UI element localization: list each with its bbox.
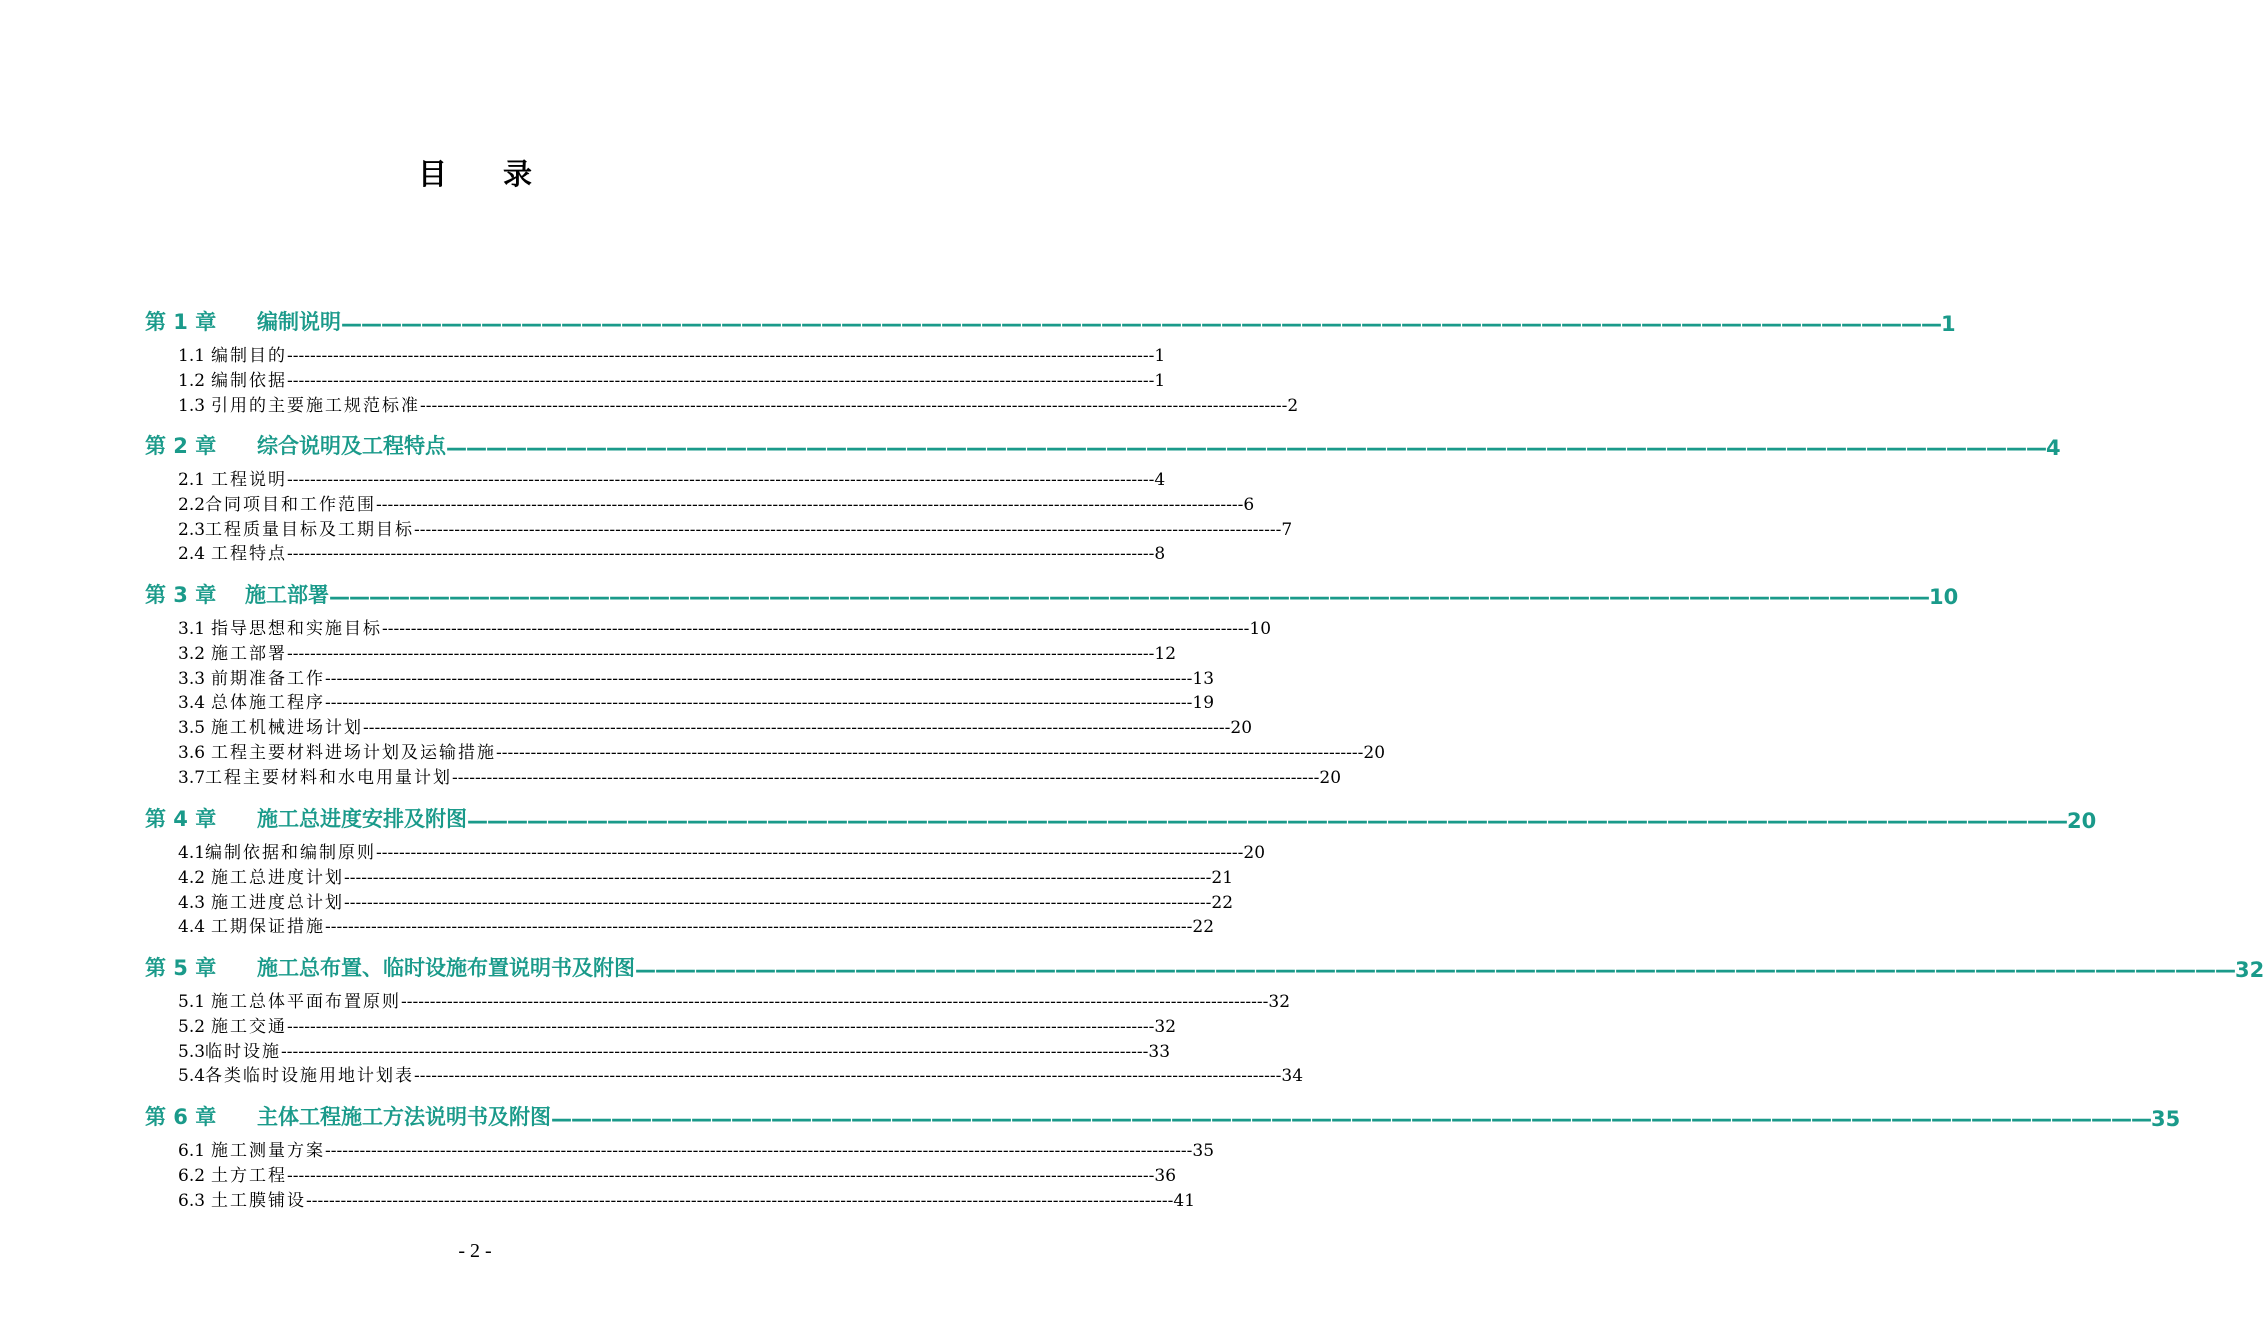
section-title: 各类临时设施用地计划表 [205,1066,415,1086]
toc-section-entry[interactable] [178,739,1386,763]
section-title: 土方工程 [211,1166,288,1186]
section-page-number: 34 [1281,1066,1304,1086]
section-page-number: 22 [1211,893,1234,913]
section-title: 施工交通 [211,1017,288,1037]
section-page-number: 35 [1192,1141,1215,1161]
section-page-number: 6 [1243,495,1255,515]
section-title: 合同项目和工作范围 [205,495,377,515]
dot-leader: ------------------------------------------------------------------------------------------------------------------------------------------------------- [287,644,1155,664]
toc-section-entry[interactable] [178,1013,1177,1037]
toc-section-entry[interactable] [178,1038,1171,1062]
dot-leader: ------------------------------------------------------------------------------------------------------------------------------------------------------- [325,1141,1193,1161]
section-title: 施工总体平面布置原则 [211,992,402,1012]
dot-leader: ------------------------------------------------------------------------------------------------------------------------------------------------------- [287,544,1155,564]
section-number: 4.1 [178,843,206,863]
section-number: 6.3 [178,1191,206,1211]
section-page-number: 36 [1154,1166,1177,1186]
dot-leader: ------------------------------------------------------------------------------------------------------------------------------------------------------- [325,693,1193,713]
section-title: 施工部署 [211,644,288,664]
toc-section-entry[interactable] [178,714,1253,738]
section-number: 2.2 [178,495,206,515]
section-title: 工程主要材料和水电用量计划 [205,768,453,788]
toc-section-entry[interactable] [178,367,1166,391]
dot-leader: ------------------------------------------------------------------------------------------------------------------------------------------------------- [287,1017,1155,1037]
dot-leader: ------------------------------------------------------------------------------------------------------------------------------------------------------- [306,1191,1174,1211]
dot-leader: ------------------------------------------------------------------------------------------------------------------------------------------------------- [414,1066,1282,1086]
section-title: 施工进度总计划 [211,893,345,913]
chapter-number: 第 3 章 [145,583,217,607]
chapter-title: 综合说明及工程特点 [257,434,446,458]
toc-section-entry[interactable] [178,1162,1177,1186]
section-title: 编制依据 [211,371,288,391]
dot-leader: ------------------------------------------------------------------------------------------------------------------------------------------------------- [287,1166,1155,1186]
chapter-page-number: 20 [2067,809,2097,833]
section-page-number: 1 [1154,346,1166,366]
section-page-number: 12 [1154,644,1177,664]
section-number: 5.3 [178,1042,206,1062]
dot-leader: ------------------------------------------------------------------------------------------------------------------------------------------------------- [452,768,1320,788]
dot-leader: ------------------------------------------------------------------------------------------------------------------------------------------------------- [325,669,1193,689]
section-page-number: 21 [1211,868,1234,888]
section-page-number: 13 [1192,669,1215,689]
section-number: 3.1 [178,619,206,639]
dot-leader: ———————————————————————————————————————————————————————————————————————————————— [467,809,2067,833]
section-page-number: 7 [1281,520,1293,540]
chapter-title: 施工总进度安排及附图 [257,807,467,831]
toc-chapter-entry[interactable] [145,304,1956,336]
toc-section-entry[interactable] [178,689,1215,713]
chapter-number: 第 2 章 [145,434,217,458]
toc-section-entry[interactable] [178,1187,1196,1211]
section-title: 指导思想和实施目标 [211,619,383,639]
section-page-number: 20 [1363,743,1386,763]
dot-leader: ------------------------------------------------------------------------------------------------------------------------------------------------------- [287,346,1155,366]
chapter-title: 主体工程施工方法说明书及附图 [257,1105,551,1129]
toc-chapter-entry[interactable] [145,428,2061,460]
section-page-number: 41 [1173,1191,1196,1211]
section-number: 5.1 [178,992,206,1012]
toc-section-entry[interactable] [178,864,1234,888]
section-title: 施工机械进场计划 [211,718,364,738]
chapter-title: 编制说明 [257,310,341,334]
section-number: 5.4 [178,1066,206,1086]
chapter-page-number: 10 [1929,585,1959,609]
section-title: 引用的主要施工规范标准 [211,396,421,416]
section-page-number: 2 [1287,396,1299,416]
section-page-number: 19 [1192,693,1215,713]
page-number: - 2 - [458,1240,492,1262]
section-title: 工程质量目标及工期目标 [205,520,415,540]
dot-leader: ------------------------------------------------------------------------------------------------------------------------------------------------------- [281,1042,1149,1062]
section-title: 施工总进度计划 [211,868,345,888]
page-title: 目录 [417,157,588,191]
section-number: 3.7 [178,768,206,788]
toc-chapter-entry[interactable] [145,950,2264,982]
section-title: 总体施工程序 [211,693,326,713]
section-number: 3.3 [178,669,206,689]
chapter-page-number: 4 [2046,436,2061,460]
section-number: 3.4 [178,693,206,713]
section-page-number: 22 [1192,917,1215,937]
section-title: 工程说明 [211,470,288,490]
toc-chapter-entry[interactable] [145,801,2097,833]
chapter-number: 第 5 章 [145,956,217,980]
dot-leader: ———————————————————————————————————————————————————————————————————————————————— [329,585,1929,609]
section-number: 4.4 [178,917,206,937]
section-page-number: 1 [1154,371,1166,391]
dot-leader: ------------------------------------------------------------------------------------------------------------------------------------------------------- [344,868,1212,888]
section-number: 4.2 [178,868,206,888]
section-title: 编制目的 [211,346,288,366]
dot-leader: ------------------------------------------------------------------------------------------------------------------------------------------------------- [363,718,1231,738]
section-number: 1.2 [178,371,206,391]
toc-section-entry[interactable] [178,764,1342,788]
chapter-number: 第 1 章 [145,310,217,334]
dot-leader: ———————————————————————————————————————————————————————————————————————————————— [446,436,2046,460]
section-number: 2.4 [178,544,206,564]
chapter-number: 第 4 章 [145,807,217,831]
dot-leader: ------------------------------------------------------------------------------------------------------------------------------------------------------- [287,470,1155,490]
toc-section-entry[interactable] [178,665,1215,689]
toc-section-entry[interactable] [178,540,1166,564]
chapter-page-number: 32 [2235,958,2264,982]
toc-section-entry[interactable] [178,516,1293,540]
chapter-number: 第 6 章 [145,1105,217,1129]
chapter-page-number: 1 [1941,312,1956,336]
section-page-number: 20 [1230,718,1253,738]
toc-section-entry[interactable] [178,839,1266,863]
section-page-number: 20 [1319,768,1342,788]
section-number: 6.2 [178,1166,206,1186]
section-page-number: 8 [1154,544,1166,564]
section-page-number: 32 [1154,1017,1177,1037]
section-number: 2.1 [178,470,206,490]
section-title: 前期准备工作 [211,669,326,689]
section-title: 编制依据和编制原则 [205,843,377,863]
toc-section-entry[interactable] [178,988,1291,1012]
toc-section-entry[interactable] [178,615,1272,639]
section-number: 1.3 [178,396,206,416]
section-number: 2.3 [178,520,206,540]
dot-leader: ———————————————————————————————————————————————————————————————————————————————— [551,1107,2151,1131]
section-page-number: 32 [1268,992,1291,1012]
toc-section-entry[interactable] [178,1062,1304,1086]
section-page-number: 10 [1249,619,1272,639]
toc-section-entry[interactable] [178,640,1177,664]
toc-section-entry[interactable] [178,913,1215,937]
dot-leader: ------------------------------------------------------------------------------------------------------------------------------------------------------- [376,495,1244,515]
dot-leader: ———————————————————————————————————————————————————————————————————————————————— [635,958,2235,982]
dot-leader: ------------------------------------------------------------------------------------------------------------------------------------------------------- [414,520,1282,540]
section-number: 3.6 [178,743,206,763]
toc-section-entry[interactable] [178,491,1255,515]
section-number: 3.2 [178,644,206,664]
section-page-number: 20 [1243,843,1266,863]
section-title: 工程主要材料进场计划及运输措施 [211,743,497,763]
section-number: 6.1 [178,1141,206,1161]
section-title: 工期保证措施 [211,917,326,937]
dot-leader: ------------------------------------------------------------------------------------------------------------------------------------------------------- [382,619,1250,639]
toc-section-entry[interactable] [178,889,1234,913]
toc-section-entry[interactable] [178,466,1166,490]
dot-leader: ------------------------------------------------------------------------------------------------------------------------------------------------------- [325,917,1193,937]
section-title: 临时设施 [205,1042,282,1062]
chapter-title: 施工部署 [245,583,329,607]
toc-chapter-entry[interactable] [145,577,1959,609]
toc-section-entry[interactable] [178,1137,1215,1161]
section-page-number: 4 [1154,470,1166,490]
section-number: 3.5 [178,718,206,738]
toc-chapter-entry[interactable] [145,1099,2181,1131]
section-number: 1.1 [178,346,206,366]
chapter-title: 施工总布置、临时设施布置说明书及附图 [257,956,635,980]
dot-leader: ------------------------------------------------------------------------------------------------------------------------------------------------------- [287,371,1155,391]
section-number: 5.2 [178,1017,206,1037]
dot-leader: ------------------------------------------------------------------------------------------------------------------------------------------------------- [420,396,1288,416]
dot-leader: ------------------------------------------------------------------------------------------------------------------------------------------------------- [401,992,1269,1012]
section-number: 4.3 [178,893,206,913]
toc-section-entry[interactable] [178,392,1299,416]
dot-leader: ------------------------------------------------------------------------------------------------------------------------------------------------------- [496,743,1364,763]
dot-leader: ------------------------------------------------------------------------------------------------------------------------------------------------------- [376,843,1244,863]
section-title: 工程特点 [211,544,288,564]
section-page-number: 33 [1148,1042,1171,1062]
section-title: 施工测量方案 [211,1141,326,1161]
section-title: 土工膜铺设 [211,1191,307,1211]
toc-section-entry[interactable] [178,342,1166,366]
dot-leader: ———————————————————————————————————————————————————————————————————————————————— [341,312,1941,336]
chapter-page-number: 35 [2151,1107,2181,1131]
dot-leader: ------------------------------------------------------------------------------------------------------------------------------------------------------- [344,893,1212,913]
